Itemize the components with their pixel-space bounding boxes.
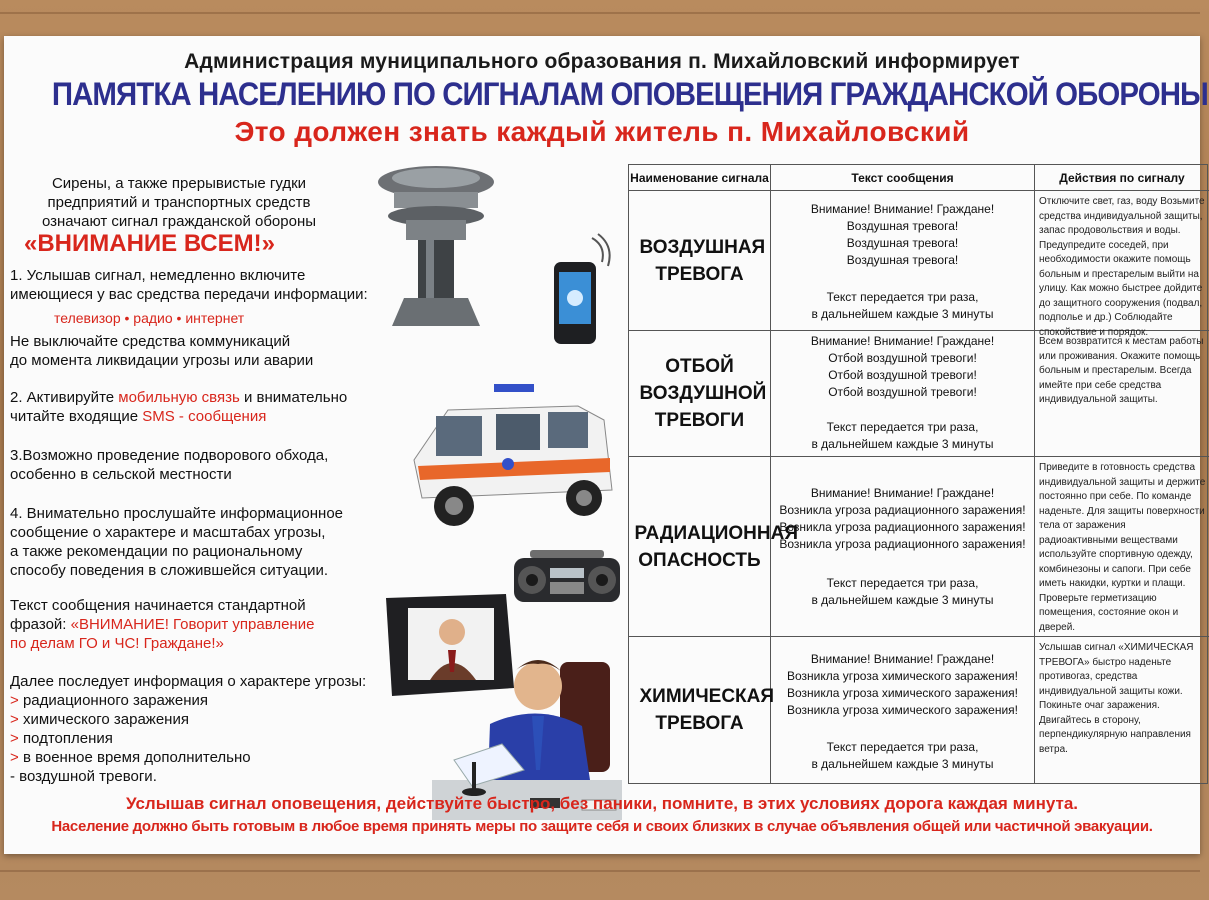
standard-phrase: по делам ГО и ЧС! Граждане!» <box>10 635 224 652</box>
signal-message: Внимание! Внимание! Граждане! Возникла угроза химического заражения! Возникла угроза химического заражения! Возникла угроза химического заражения! Текст передается три раза, в дальнейшем каждые 3 минуты <box>771 637 1035 783</box>
step-1b-line: до момента ликвидации угрозы или аварии <box>10 352 314 369</box>
poster <box>4 36 1208 854</box>
table-row <box>629 457 1209 637</box>
wood-grain <box>0 12 1200 14</box>
signal-actions: Отключите свет, газ, воду Возьмите средства индивидуальной защиты, запас продовольствия и воды. Предупредите соседей, при необходимости окажите помощь больным и престарелым выйти на улицу. Как можно быстрее дойдите до защитного сооружения (подвал, подполье и др.) Соблюдайте спокойствие и порядок. <box>1039 196 1205 338</box>
step-2-text: и внимательно <box>239 389 348 406</box>
signal-name: ОТБОЙ ВОЗДУШНОЙ ТРЕВОГИ <box>629 331 771 456</box>
table-row <box>629 637 1209 783</box>
table-row <box>629 191 1209 338</box>
step-4-line: а также рекомендации по рациональному <box>10 543 303 560</box>
step-1-line: имеющиеся у вас средства передачи информации: <box>10 286 368 303</box>
step-2 <box>10 388 410 426</box>
emergency-van-icon <box>408 380 618 530</box>
step-3-line: особенно в сельской местности <box>10 466 232 483</box>
signal-message: Внимание! Внимание! Граждане! Отбой воздушной тревоги! Отбой воздушной тревоги! Отбой воздушной тревоги! Текст передается три раза, в дальнейшем каждые 3 минуты <box>771 331 1035 456</box>
signal-name: ВОЗДУШНАЯ ТРЕВОГА <box>629 191 771 330</box>
signals-table <box>628 164 1208 784</box>
signal-actions: Всем возвратится к местам работы или проживания. Окажите помощь больным и престарелым. Всегда имейте при себе средства индивидуальной защиты. <box>1039 336 1204 405</box>
step-3-line: 3.Возможно проведение подворового обхода, <box>10 447 329 464</box>
threat-info <box>10 672 410 786</box>
media-list: телевизор • радио • интернет <box>54 310 245 326</box>
signal-name: РАДИАЦИОННАЯ ОПАСНОСТЬ <box>629 457 771 636</box>
standard-phrase: «ВНИМАНИЕ! Говорит управление <box>70 616 315 633</box>
threat-item: > подтопления <box>10 730 113 747</box>
mobile-phone-icon <box>548 232 612 348</box>
signal-message: Внимание! Внимание! Граждане! Возникла угроза радиационного заражения! Возникла угроза радиационного заражения! Возникла угроза радиационного заражения! Текст передается три раза, в дальнейшем каждые 3 минуты <box>771 457 1035 636</box>
threat-item: > в военное время дополнительно <box>10 749 251 766</box>
intro-line: означают сигнал гражданской обороны <box>41 213 317 230</box>
step-2-text: читайте входящие <box>10 408 143 425</box>
threat-item: > радиационного заражения <box>10 692 209 709</box>
step-3 <box>10 446 410 484</box>
step-4 <box>10 504 410 580</box>
attention-all: «ВНИМАНИЕ ВСЕМ!» <box>24 230 275 257</box>
step-1 <box>10 266 410 304</box>
signal-message: Внимание! Внимание! Граждане! Воздушная тревога! Воздушная тревога! Воздушная тревога! Текст передается три раза, в дальнейшем каждые 3 минуты <box>771 191 1035 330</box>
step-4-line: сообщение о характере и масштабах угрозы, <box>10 524 326 541</box>
step-1-line: 1. Услышав сигнал, немедленно включите <box>10 267 306 284</box>
footer-line-2: Население должно быть готовым в любое время принять меры по защите себя и своих близких в случае объявления общей или частичной эвакуации. <box>51 818 1153 835</box>
step-2-sms: SMS - сообщения <box>142 408 267 425</box>
table-header: Текст сообщения <box>771 165 1035 191</box>
signal-name: ХИМИЧЕСКАЯ ТРЕВОГА <box>629 637 771 783</box>
step-5 <box>10 596 390 653</box>
step-5-line: Текст сообщения начинается стандартной <box>10 597 306 614</box>
admin-line: Администрация муниципального образования п. Михайловский информирует <box>184 50 1020 73</box>
threat-item: > химического заражения <box>10 711 189 728</box>
step-4-line: способу поведения в сложившейся ситуации. <box>10 562 328 579</box>
siren-icon <box>376 162 496 332</box>
wood-grain <box>0 870 1200 872</box>
radio-icon <box>512 548 624 608</box>
poster-title: ПАМЯТКА НАСЕЛЕНИЮ ПО СИГНАЛАМ ОПОВЕЩЕНИЯ ГРАЖДАНСКОЙ ОБОРОНЫ <box>51 76 1208 112</box>
table-header: Наименование сигнала <box>629 165 771 191</box>
threat-intro: Далее последует информация о характере угрозы: <box>10 673 367 690</box>
step-5-line: фразой: <box>10 616 71 633</box>
step-1b <box>10 332 410 370</box>
step-4-line: 4. Внимательно прослушайте информационное <box>10 505 344 522</box>
step-2-text: 2. Активируйте <box>10 389 119 406</box>
intro-line: предприятий и транспортных средств <box>47 194 311 211</box>
intro-text <box>14 174 344 231</box>
step-2-mobile: мобильную связь <box>118 389 240 406</box>
signal-actions: Услышав сигнал «ХИМИЧЕСКАЯ ТРЕВОГА» быстро наденьте противогаз, средства индивидуальной защиты кожи. Покиньте очаг заражения. Двигайтесь в сторону, перпендикулярную направления ветра. <box>1039 642 1194 755</box>
signal-actions: Приведите в готовность средства индивидуальной защиты и держите постоянно при себе. По команде наденьте. Для защиты поверхности тела от заражения радиоактивными веществами используйте спортивную одежду, комбинезоны и сапоги. При себе иметь накидки, куртки и плащи. Проверьте герметизацию помещения, состояние окон и дверей. <box>1039 462 1206 633</box>
table-header: Действия по сигналу <box>1035 165 1209 191</box>
threat-item: - воздушной тревоги. <box>10 768 157 785</box>
table-row <box>629 331 1209 457</box>
footer-line-1: Услышав сигнал оповещения, действуйте быстро, без паники, помните, в этих условиях дорога каждая минута. <box>125 794 1079 813</box>
step-1b-line: Не выключайте средства коммуникаций <box>10 333 291 350</box>
intro-line: Сирены, а также прерывистые гудки <box>51 175 307 192</box>
poster-subtitle: Это должен знать каждый житель п. Михайловский <box>234 116 970 147</box>
